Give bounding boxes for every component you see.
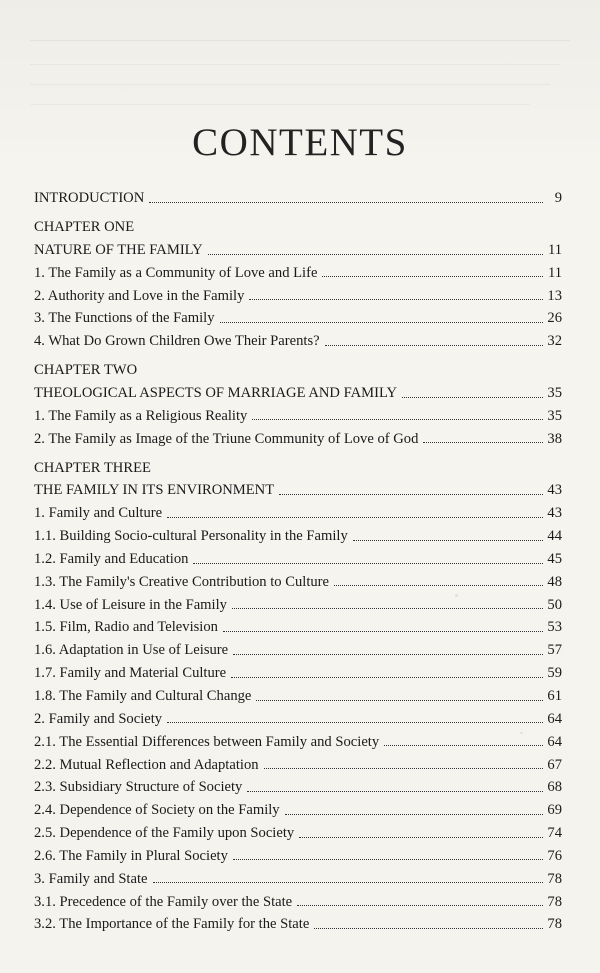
toc-entry[interactable]	[34, 378, 562, 401]
toc-entry-label: 4. What Do Grown Children Owe Their Parents?	[34, 333, 320, 350]
toc-entry-label: 2.3. Subsidiary Structure of Society	[34, 779, 243, 796]
toc-entry-label: 3.1. Precedence of the Family over the State	[34, 893, 293, 910]
dot-leader	[247, 790, 543, 792]
toc-entry-label: 2. Authority and Love in the Family	[34, 287, 245, 304]
toc-chapter-heading	[34, 355, 562, 378]
dot-leader	[423, 441, 543, 443]
show-through-line	[30, 84, 550, 85]
toc-page-number: 9	[554, 190, 562, 207]
toc-entry-label: 2.5. Dependence of the Family upon Society	[34, 825, 295, 842]
toc-entry-label: 2.6. The Family in Plural Society	[34, 847, 228, 864]
toc-page-number: 11	[547, 264, 562, 281]
toc-chapter-heading	[34, 212, 562, 235]
toc-entry[interactable]	[34, 401, 562, 424]
dot-leader	[153, 881, 544, 883]
toc-entry[interactable]	[34, 567, 562, 590]
dot-leader	[384, 744, 543, 746]
dot-leader	[264, 767, 543, 769]
toc-entry[interactable]	[34, 795, 562, 818]
toc-entry[interactable]	[34, 681, 562, 704]
dot-leader	[299, 836, 543, 838]
toc-chapter-label: CHAPTER TWO	[34, 362, 138, 379]
show-through-line	[30, 64, 560, 65]
toc-entry-label: 2. Family and Society	[34, 710, 163, 727]
toc-page-number: 11	[547, 241, 562, 258]
toc-page-number: 64	[547, 733, 562, 750]
dot-leader	[208, 253, 543, 255]
toc-entry-label: 2.2. Mutual Reflection and Adaptation	[34, 756, 259, 773]
dot-leader	[402, 396, 543, 398]
toc-entry-label: 3. The Functions of the Family	[34, 310, 215, 327]
dot-leader	[314, 927, 543, 929]
toc-chapter-heading	[34, 452, 562, 475]
show-through-line	[30, 104, 530, 105]
toc-entry[interactable]	[34, 235, 562, 258]
dot-leader	[220, 321, 543, 323]
toc-entry-label: THEOLOGICAL ASPECTS OF MARRIAGE AND FAMILY	[34, 385, 397, 401]
toc-entry[interactable]	[34, 909, 562, 932]
toc-entry-label: 2.4. Dependence of Society on the Family	[34, 802, 280, 819]
toc-entry[interactable]	[34, 475, 562, 498]
toc-entry[interactable]	[34, 886, 562, 909]
toc-entry[interactable]	[34, 749, 562, 772]
toc-entry-label: THE FAMILY IN ITS ENVIRONMENT	[34, 482, 275, 499]
toc-entry-label: 1.3. The Family's Creative Contribution to Culture	[34, 573, 330, 590]
toc-entry[interactable]	[34, 498, 562, 521]
toc-entry-label: 1.1. Building Socio-cultural Personality in the Family	[34, 528, 348, 545]
toc-entry[interactable]	[34, 704, 562, 727]
toc-page-number: 45	[547, 550, 562, 567]
dot-leader	[232, 607, 543, 609]
dot-leader	[249, 298, 543, 300]
toc-page-number: 44	[547, 528, 562, 545]
toc-entry[interactable]	[34, 772, 562, 795]
toc-entry[interactable]	[34, 863, 562, 886]
dot-leader	[193, 562, 543, 564]
toc-chapter-label: CHAPTER ONE	[34, 219, 135, 236]
dot-leader	[252, 418, 543, 420]
toc-entry-label: 3. Family and State	[34, 870, 148, 887]
toc-entry[interactable]	[34, 841, 562, 864]
toc-page-number: 61	[547, 687, 562, 704]
dot-leader	[167, 721, 543, 723]
toc-entry-label: 1. Family and Culture	[34, 505, 163, 522]
toc-page-number: 35	[547, 407, 562, 424]
toc-entry[interactable]	[34, 521, 562, 544]
toc-entry[interactable]	[34, 280, 562, 303]
toc-entry[interactable]	[34, 658, 562, 681]
toc-chapter-label: CHAPTER THREE	[34, 459, 151, 476]
toc-entry-label: 1.4. Use of Leisure in the Family	[34, 596, 227, 613]
toc-page-number: 53	[547, 619, 562, 636]
dot-leader	[353, 539, 543, 541]
toc-page-number: 32	[547, 333, 562, 350]
dot-leader	[233, 653, 543, 655]
dot-leader	[279, 493, 543, 495]
dot-leader	[231, 676, 543, 678]
toc-page-number: 26	[547, 310, 562, 327]
dot-leader	[233, 858, 543, 860]
dot-leader	[322, 275, 543, 277]
toc-entry-label: 1. The Family as a Community of Love and Life	[34, 264, 318, 281]
toc-entry[interactable]	[34, 635, 562, 658]
dot-leader	[223, 630, 543, 632]
toc-page-number: 68	[547, 779, 562, 796]
toc-entry[interactable]	[34, 612, 562, 635]
toc-page-number: 50	[547, 596, 562, 613]
dot-leader	[325, 344, 543, 346]
toc-entry-label: 2.1. The Essential Differences between Family and Society	[34, 733, 380, 750]
toc-entry[interactable]	[34, 726, 562, 749]
toc-entry[interactable]	[34, 818, 562, 841]
toc-page-number: 43	[547, 505, 562, 522]
toc-page-number: 59	[547, 665, 562, 682]
toc-entry-label: 1.8. The Family and Cultural Change	[34, 687, 252, 704]
toc-page-number: 38	[547, 430, 562, 447]
toc-entry-label: 1.5. Film, Radio and Television	[34, 619, 218, 636]
toc-entry-label: 1. The Family as a Religious Reality	[34, 407, 248, 424]
dot-leader	[167, 516, 543, 518]
toc-page-number: 35	[547, 385, 562, 401]
page-title: CONTENTS	[192, 121, 408, 164]
toc-entry[interactable]	[34, 303, 562, 326]
dot-leader	[297, 904, 543, 906]
toc-page-number: 13	[547, 287, 562, 304]
toc-entry-label: 2. The Family as Image of the Triune Community of Love of God	[34, 430, 419, 447]
toc-entry[interactable]	[34, 258, 562, 281]
dot-leader	[334, 584, 543, 586]
toc-page-number: 69	[547, 802, 562, 819]
toc-page-number: 78	[547, 916, 562, 933]
toc-entry-label: 1.6. Adaptation in Use of Leisure	[34, 642, 229, 659]
table-of-contents	[34, 183, 562, 932]
toc-entry-label: 1.7. Family and Material Culture	[34, 665, 227, 682]
toc-page-number: 67	[547, 756, 562, 773]
toc-page-number: 78	[547, 893, 562, 910]
dot-leader	[149, 201, 543, 203]
show-through-line	[30, 40, 570, 41]
toc-page-number: 76	[547, 847, 562, 864]
toc-page-number: 64	[547, 710, 562, 727]
toc-page-number: 48	[547, 573, 562, 590]
toc-entry-label: INTRODUCTION	[34, 190, 145, 207]
toc-entry[interactable]	[34, 326, 562, 349]
toc-entry[interactable]	[34, 544, 562, 567]
toc-entry-label: 3.2. The Importance of the Family for the State	[34, 916, 310, 933]
toc-entry[interactable]	[34, 183, 562, 206]
toc-page-number: 43	[547, 482, 562, 499]
toc-page-number: 78	[547, 870, 562, 887]
toc-entry[interactable]	[34, 423, 562, 446]
toc-page-number: 74	[547, 825, 562, 842]
toc-entry-label: NATURE OF THE FAMILY	[34, 241, 203, 258]
toc-entry-label: 1.2. Family and Education	[34, 550, 189, 567]
toc-page-number: 57	[547, 642, 562, 659]
dot-leader	[256, 699, 543, 701]
dot-leader	[285, 813, 543, 815]
toc-entry[interactable]	[34, 589, 562, 612]
